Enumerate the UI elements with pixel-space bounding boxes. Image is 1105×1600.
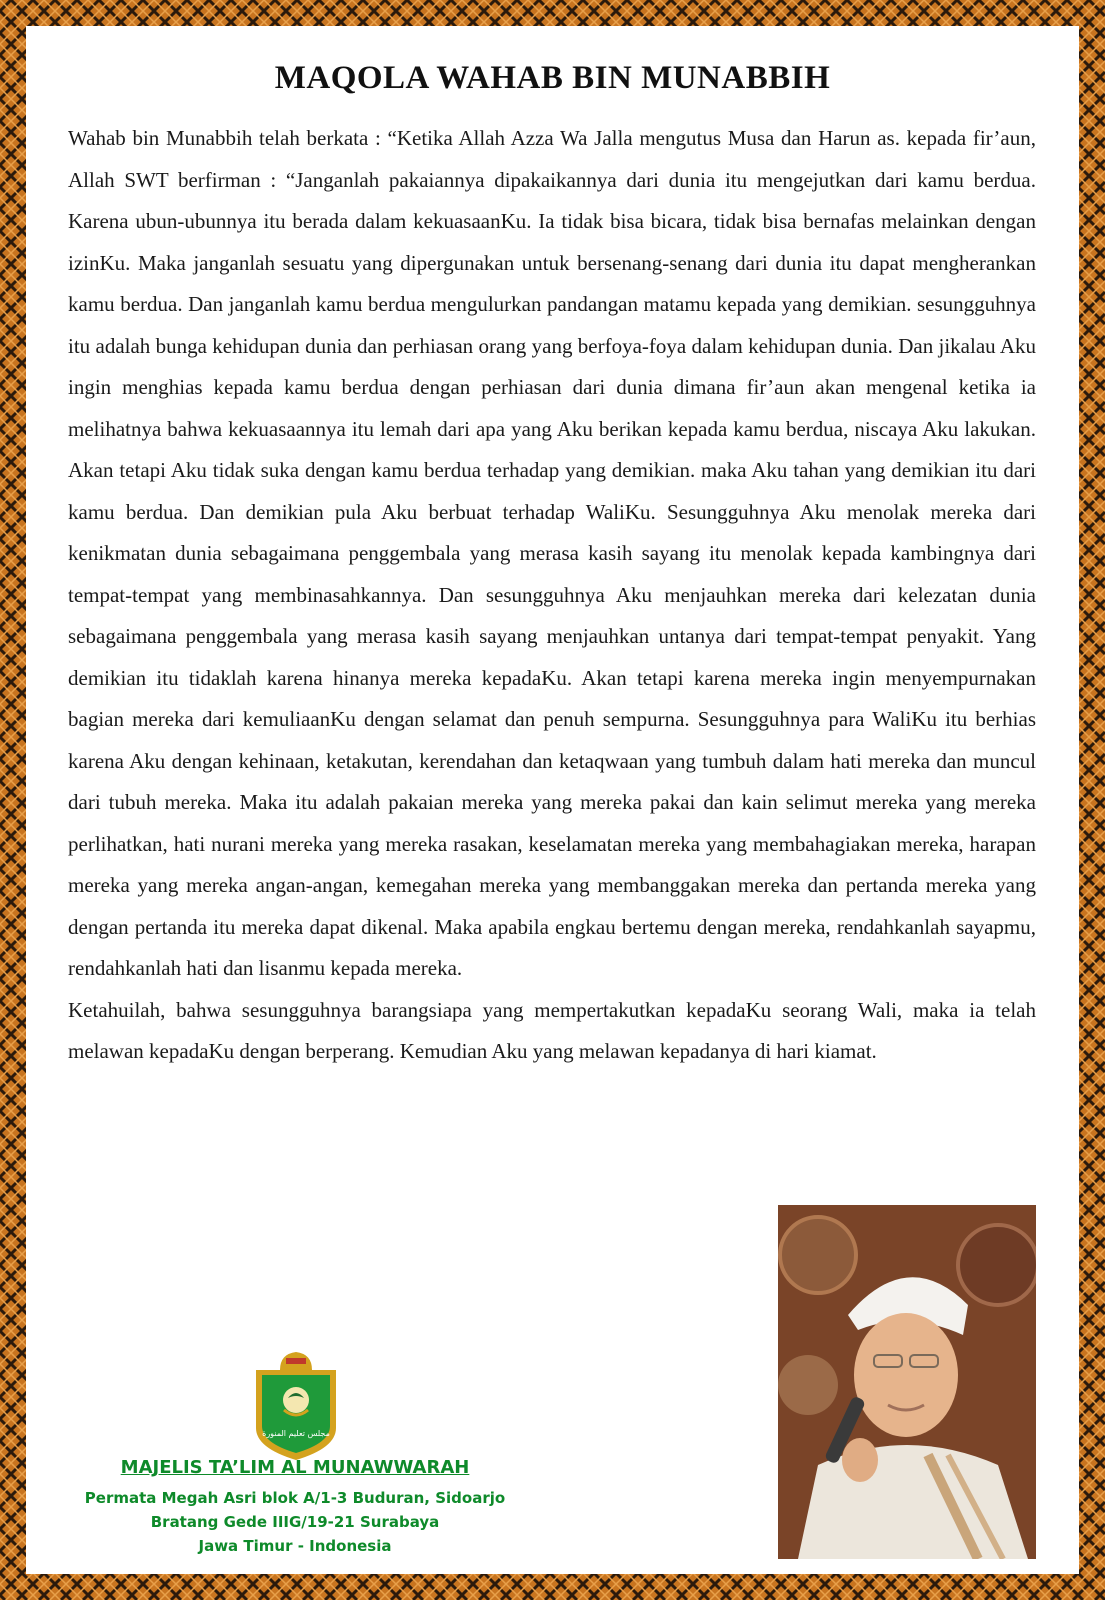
organization-logo <box>250 1348 342 1462</box>
page-title: MAQOLA WAHAB BIN MUNABBIH <box>274 60 831 96</box>
article-body <box>68 118 1036 1073</box>
paragraph-main: Wahab bin Munabbih telah berkata : “Ketika Allah Azza Wa Jalla mengutus Musa dan Harun as. kepada fir’aun, Allah SWT berfirman : “Janganlah pakaiannya dipakaikannya dari dunia itu mengejutkan dari kamu berdua. Karena ubun-ubunnya itu berada dalam kekuasaanKu. Ia tidak bisa bicara, tidak bisa bernafas melainkan dengan izinKu. Maka janganlah sesuatu yang dipergunakan untuk bersenang-senang dari dunia itu dapat mengherankan kamu berdua. Dan janganlah kamu berdua mengulurkan pandangan matamu kepada yang demikian. sesungguhnya itu adalah bunga kehidupan dunia dan perhiasan orang yang berfoya-foya dalam kehidupan dunia. Dan jikalau Aku ingin menghias kepada kamu berdua dengan perhiasan dari dunia dimana fir’aun akan mengenal ketika ia melihatnya bahwa kekuasaannya itu lemah dari apa yang Aku berikan kepada kamu berdua, niscaya Aku lakukan. Akan tetapi Aku tidak suka dengan kamu berdua terhadap yang demikian. maka Aku tahan yang demikian itu dari kamu berdua. Dan demikian pula Aku berbuat terhadap WaliKu. Sesungguhnya Aku menolak mereka dari kenikmatan dunia sebagaimana penggembala yang merasa kasih sayang itu menolak kepada kambingnya dari tempat-tempat yang membinasahkannya. Dan sesungguhnya Aku menjauhkan mereka dari kelezatan dunia sebagaimana penggembala yang merasa kasih sayang menjauhkan untanya dari tempat-tempat penyakit. Yang demikian itu tidaklah karena hinanya mereka kepadaKu. Akan tetapi karena mereka ingin menyempurnakan bagian mereka dari kemuliaanKu dengan selamat dan penuh sempurna. Sesungguhnya para WaliKu itu berhias karena Aku dengan kehinaan, ketakutan, kerendahan dan ketaqwaan yang tumbuh dalam hati mereka dan muncul dari tubuh mereka. Maka itu adalah pakaian mereka yang mereka pakai dan kain selimut mereka yang mereka perlihatkan, hati nurani mereka yang mereka rasakan, keselamatan mereka yang membahagiakan mereka, harapan mereka yang mereka angan-angan, kemegahan mereka yang membanggakan mereka dan pertanda mereka yang dengan pertanda itu mereka dapat dikenal. Maka apabila engkau bertemu dengan mereka, rendahkanlah sayapmu, rendahkanlah hati dan lisanmu kepada mereka. <box>68 126 1036 980</box>
portrait-photo <box>778 1205 1036 1559</box>
organization-info <box>60 1457 530 1558</box>
organization-name: MAJELIS TA’LIM AL MUNAWWARAH <box>120 1457 470 1478</box>
address-line-1: Permata Megah Asri blok A/1-3 Buduran, Sidoarjo <box>84 1489 506 1507</box>
address-line-3: Jawa Timur - Indonesia <box>198 1537 392 1555</box>
logo-arabic-text: مجلس تعليم المنورة <box>262 1429 330 1438</box>
paragraph-closing: Ketahuilah, bahwa sesungguhnya barangsiapa yang mempertakutkan kepadaKu seorang Wali, maka ia telah melawan kepadaKu dengan berperang. Kemudian Aku yang melawan kepadanya di hari kiamat. <box>68 997 1036 1063</box>
address-line-2: Bratang Gede IIIG/19-21 Surabaya <box>150 1513 440 1531</box>
